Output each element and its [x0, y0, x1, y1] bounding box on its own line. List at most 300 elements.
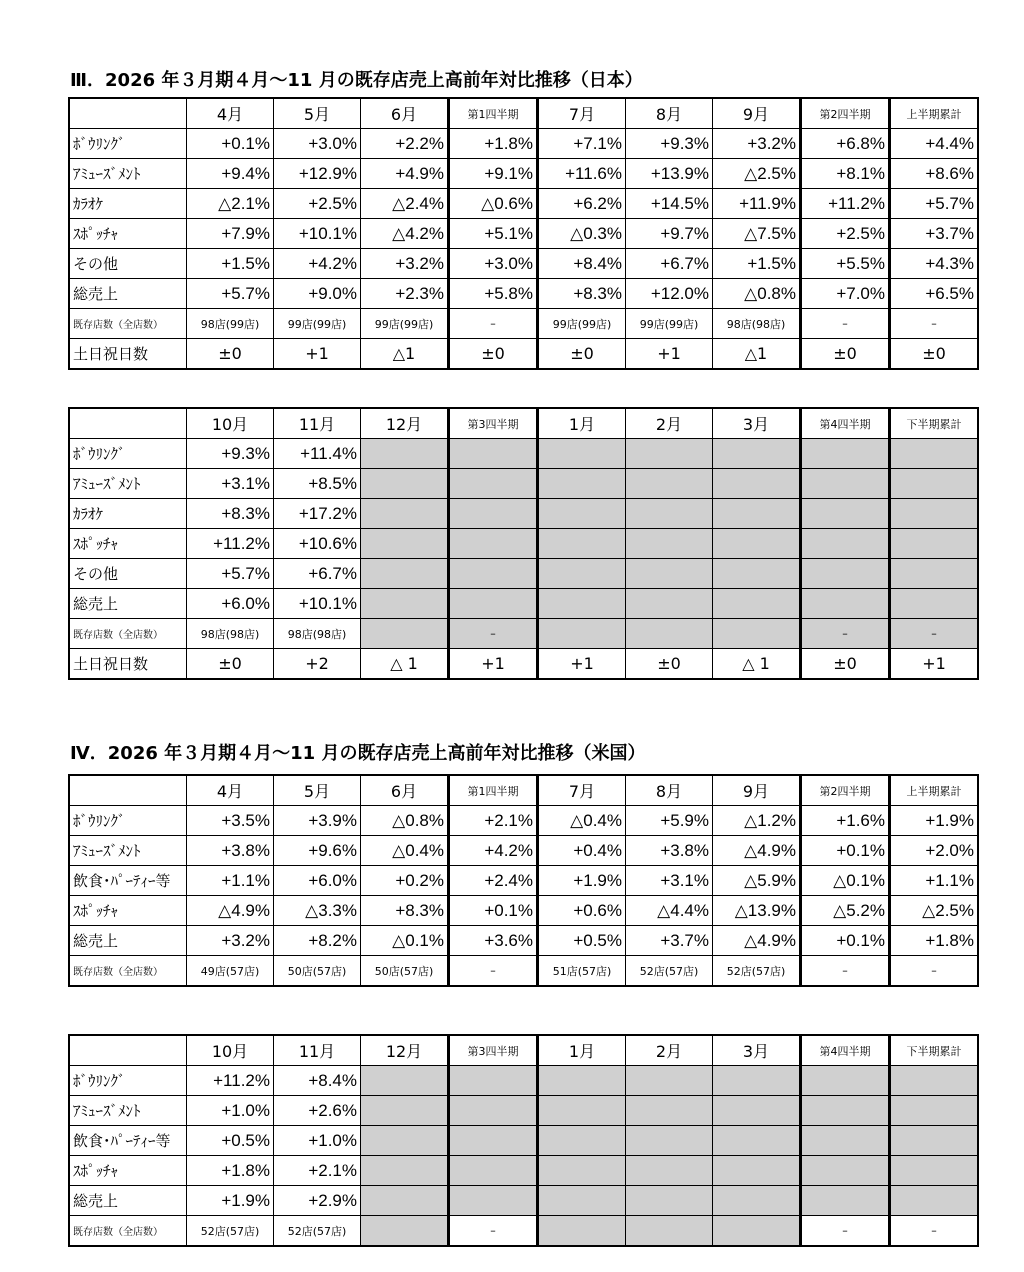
value-cell	[626, 1066, 713, 1096]
value-cell: +7.1%	[538, 129, 626, 159]
value-cell: +2.6%	[274, 1096, 361, 1126]
value-cell: △4.2%	[361, 219, 449, 249]
table-row	[69, 309, 978, 339]
value-cell	[449, 589, 538, 619]
table-row	[69, 806, 978, 836]
value-cell	[713, 559, 801, 589]
header-row	[69, 408, 978, 439]
value-cell: +3.0%	[449, 249, 538, 279]
value-cell	[449, 1096, 538, 1126]
value-cell: 99店(99店)	[538, 309, 626, 339]
value-cell: +8.6%	[890, 159, 979, 189]
value-cell: +7.9%	[187, 219, 274, 249]
value-cell	[449, 529, 538, 559]
value-cell	[626, 439, 713, 469]
header-row	[69, 775, 978, 806]
row-label: 飲食･ﾊﾟｰﾃｨｰ等	[69, 866, 187, 896]
value-cell: +5.7%	[187, 279, 274, 309]
corner-cell	[69, 1035, 187, 1066]
column-header: 11月	[274, 408, 361, 439]
column-header: 第2四半期	[801, 775, 890, 806]
row-label: ﾎﾞｳﾘﾝｸﾞ	[69, 806, 187, 836]
table-row	[69, 339, 978, 370]
row-label: 既存店数（全店数）	[69, 309, 187, 339]
value-cell: +2.9%	[274, 1186, 361, 1216]
value-cell	[890, 499, 979, 529]
value-cell: +8.4%	[538, 249, 626, 279]
value-cell	[713, 529, 801, 559]
value-cell: +6.2%	[538, 189, 626, 219]
value-cell	[713, 1066, 801, 1096]
column-header: 第1四半期	[449, 775, 538, 806]
value-cell: ±0	[801, 339, 890, 370]
value-cell	[626, 589, 713, 619]
value-cell: +5.9%	[626, 806, 713, 836]
value-cell	[890, 529, 979, 559]
us-h1-table	[68, 774, 979, 987]
value-cell: +3.1%	[626, 866, 713, 896]
value-cell: ±0	[187, 649, 274, 680]
value-cell: +6.8%	[801, 129, 890, 159]
value-cell	[449, 1186, 538, 1216]
value-cell: +2	[274, 649, 361, 680]
value-cell	[449, 499, 538, 529]
value-cell	[801, 439, 890, 469]
value-cell: +4.2%	[274, 249, 361, 279]
row-label: ｽﾎﾟｯﾁｬ	[69, 1156, 187, 1186]
table-row	[69, 1096, 978, 1126]
value-cell: +1.5%	[713, 249, 801, 279]
value-cell: +5.1%	[449, 219, 538, 249]
table-row	[69, 1126, 978, 1156]
table-row	[69, 836, 978, 866]
value-cell	[449, 1066, 538, 1096]
row-label: ｱﾐｭｰｽﾞﾒﾝﾄ	[69, 159, 187, 189]
column-header: 9月	[713, 98, 801, 129]
table-row	[69, 559, 978, 589]
column-header: 第3四半期	[449, 1035, 538, 1066]
value-cell: △0.6%	[449, 189, 538, 219]
value-cell: +1	[449, 649, 538, 680]
value-cell: 52店(57店)	[187, 1216, 274, 1247]
value-cell	[449, 559, 538, 589]
table-row	[69, 159, 978, 189]
value-cell: +8.2%	[274, 926, 361, 956]
table-row	[69, 1186, 978, 1216]
value-cell: 49店(57店)	[187, 956, 274, 987]
value-cell: △2.4%	[361, 189, 449, 219]
value-cell	[538, 1066, 626, 1096]
value-cell	[538, 619, 626, 649]
value-cell: –	[449, 956, 538, 987]
value-cell: +10.1%	[274, 589, 361, 619]
value-cell	[713, 499, 801, 529]
value-cell: +10.1%	[274, 219, 361, 249]
value-cell	[538, 1216, 626, 1247]
table-row	[69, 1066, 978, 1096]
value-cell	[361, 529, 449, 559]
value-cell	[361, 1216, 449, 1247]
value-cell	[890, 559, 979, 589]
column-header: 5月	[274, 98, 361, 129]
value-cell: +1	[538, 649, 626, 680]
row-label: ｽﾎﾟｯﾁｬ	[69, 219, 187, 249]
value-cell: +1	[626, 339, 713, 370]
row-label: 飲食･ﾊﾟｰﾃｨｰ等	[69, 1126, 187, 1156]
value-cell: +4.4%	[890, 129, 979, 159]
value-cell: +12.0%	[626, 279, 713, 309]
table-row	[69, 189, 978, 219]
value-cell	[890, 1066, 979, 1096]
table-row	[69, 589, 978, 619]
value-cell: +2.0%	[890, 836, 979, 866]
value-cell: +12.9%	[274, 159, 361, 189]
value-cell: +3.2%	[713, 129, 801, 159]
value-cell	[713, 1186, 801, 1216]
value-cell: △4.9%	[713, 926, 801, 956]
value-cell	[801, 1096, 890, 1126]
value-cell	[361, 619, 449, 649]
value-cell: △0.1%	[801, 866, 890, 896]
value-cell	[713, 439, 801, 469]
value-cell: +2.2%	[361, 129, 449, 159]
row-label: 総売上	[69, 926, 187, 956]
value-cell: +11.9%	[713, 189, 801, 219]
value-cell: +11.4%	[274, 439, 361, 469]
value-cell: –	[890, 1216, 979, 1247]
value-cell	[449, 439, 538, 469]
column-header: 6月	[361, 98, 449, 129]
value-cell	[713, 1216, 801, 1247]
column-header: 1月	[538, 408, 626, 439]
value-cell: +10.6%	[274, 529, 361, 559]
value-cell: +3.6%	[449, 926, 538, 956]
value-cell	[801, 469, 890, 499]
value-cell: +3.8%	[626, 836, 713, 866]
row-label: ｽﾎﾟｯﾁｬ	[69, 529, 187, 559]
value-cell: +1.6%	[801, 806, 890, 836]
value-cell: △2.1%	[187, 189, 274, 219]
table-row	[69, 1156, 978, 1186]
value-cell: +1.8%	[187, 1156, 274, 1186]
value-cell: +11.6%	[538, 159, 626, 189]
value-cell	[626, 1156, 713, 1186]
value-cell: △ 1	[361, 649, 449, 680]
value-cell: 99店(99店)	[626, 309, 713, 339]
row-label: 土日祝日数	[69, 339, 187, 370]
value-cell	[713, 1126, 801, 1156]
value-cell: △2.5%	[890, 896, 979, 926]
value-cell: +1	[890, 649, 979, 680]
value-cell: 99店(99店)	[361, 309, 449, 339]
value-cell: △2.5%	[713, 159, 801, 189]
value-cell: +14.5%	[626, 189, 713, 219]
value-cell: ±0	[449, 339, 538, 370]
table-row	[69, 896, 978, 926]
value-cell: +9.1%	[449, 159, 538, 189]
value-cell	[801, 1156, 890, 1186]
row-label: 総売上	[69, 279, 187, 309]
row-label: ｶﾗｵｹ	[69, 189, 187, 219]
japan-section-title: Ⅲ．2026 年３月期４月～11 月の既存店売上高前年対比推移（日本）	[70, 70, 643, 91]
table-row	[69, 249, 978, 279]
row-label: 既存店数（全店数）	[69, 619, 187, 649]
value-cell: △4.4%	[626, 896, 713, 926]
value-cell: +9.3%	[187, 439, 274, 469]
value-cell: △13.9%	[713, 896, 801, 926]
value-cell: +1.5%	[187, 249, 274, 279]
column-header: 第4四半期	[801, 408, 890, 439]
value-cell	[801, 559, 890, 589]
value-cell	[626, 559, 713, 589]
column-header: 第4四半期	[801, 1035, 890, 1066]
value-cell	[538, 499, 626, 529]
value-cell: –	[801, 619, 890, 649]
row-label: 総売上	[69, 1186, 187, 1216]
value-cell: ±0	[626, 649, 713, 680]
row-label: ﾎﾞｳﾘﾝｸﾞ	[69, 1066, 187, 1096]
column-header: 上半期累計	[890, 98, 979, 129]
value-cell: +8.3%	[187, 499, 274, 529]
value-cell: +8.3%	[361, 896, 449, 926]
value-cell: +3.2%	[187, 926, 274, 956]
column-header: 11月	[274, 1035, 361, 1066]
corner-cell	[69, 98, 187, 129]
value-cell: +2.1%	[449, 806, 538, 836]
value-cell	[361, 1066, 449, 1096]
value-cell	[449, 469, 538, 499]
value-cell: +0.4%	[538, 836, 626, 866]
value-cell: 51店(57店)	[538, 956, 626, 987]
value-cell	[361, 469, 449, 499]
row-label: ﾎﾞｳﾘﾝｸﾞ	[69, 129, 187, 159]
value-cell: +8.4%	[274, 1066, 361, 1096]
value-cell: +8.5%	[274, 469, 361, 499]
value-cell	[538, 1156, 626, 1186]
value-cell: +1.8%	[890, 926, 979, 956]
row-label: 総売上	[69, 589, 187, 619]
value-cell: +3.0%	[274, 129, 361, 159]
column-header: 12月	[361, 1035, 449, 1066]
column-header: 9月	[713, 775, 801, 806]
value-cell: +1.9%	[538, 866, 626, 896]
value-cell: △0.3%	[538, 219, 626, 249]
row-label: ｱﾐｭｰｽﾞﾒﾝﾄ	[69, 1096, 187, 1126]
value-cell: +1.0%	[274, 1126, 361, 1156]
value-cell: +0.2%	[361, 866, 449, 896]
value-cell	[713, 1096, 801, 1126]
value-cell: +1.1%	[890, 866, 979, 896]
value-cell	[626, 1186, 713, 1216]
column-header: 下半期累計	[890, 408, 979, 439]
value-cell: +4.2%	[449, 836, 538, 866]
row-label: ｽﾎﾟｯﾁｬ	[69, 896, 187, 926]
us-h2-table	[68, 1034, 979, 1247]
value-cell: –	[890, 619, 979, 649]
value-cell: ±0	[538, 339, 626, 370]
us-section-title: Ⅳ．2026 年３月期４月～11 月の既存店売上高前年対比推移（米国）	[70, 743, 646, 764]
table-row	[69, 499, 978, 529]
value-cell: 50店(57店)	[361, 956, 449, 987]
value-cell: 52店(57店)	[713, 956, 801, 987]
value-cell	[361, 499, 449, 529]
value-cell: +13.9%	[626, 159, 713, 189]
value-cell	[538, 589, 626, 619]
table-row	[69, 439, 978, 469]
column-header: 4月	[187, 775, 274, 806]
value-cell: +2.1%	[274, 1156, 361, 1186]
value-cell: ±0	[801, 649, 890, 680]
value-cell: +7.0%	[801, 279, 890, 309]
value-cell: +3.2%	[361, 249, 449, 279]
value-cell	[801, 1186, 890, 1216]
column-header: 上半期累計	[890, 775, 979, 806]
value-cell: +17.2%	[274, 499, 361, 529]
value-cell: +5.8%	[449, 279, 538, 309]
value-cell: 98店(99店)	[187, 309, 274, 339]
value-cell	[361, 1156, 449, 1186]
value-cell: △5.2%	[801, 896, 890, 926]
column-header: 第2四半期	[801, 98, 890, 129]
value-cell: –	[890, 309, 979, 339]
value-cell: +3.9%	[274, 806, 361, 836]
value-cell	[626, 1126, 713, 1156]
value-cell: +6.0%	[274, 866, 361, 896]
value-cell: △0.4%	[361, 836, 449, 866]
value-cell	[626, 499, 713, 529]
column-header: 3月	[713, 1035, 801, 1066]
value-cell: 52店(57店)	[274, 1216, 361, 1247]
value-cell: △ 1	[713, 649, 801, 680]
column-header: 8月	[626, 98, 713, 129]
value-cell: +9.3%	[626, 129, 713, 159]
value-cell: △0.4%	[538, 806, 626, 836]
column-header: 3月	[713, 408, 801, 439]
value-cell	[626, 529, 713, 559]
value-cell: ±0	[187, 339, 274, 370]
value-cell: +4.3%	[890, 249, 979, 279]
value-cell: +3.1%	[187, 469, 274, 499]
column-header: 8月	[626, 775, 713, 806]
value-cell	[626, 469, 713, 499]
column-header: 第3四半期	[449, 408, 538, 439]
value-cell: +11.2%	[187, 529, 274, 559]
column-header: 12月	[361, 408, 449, 439]
header-row	[69, 1035, 978, 1066]
value-cell: +6.7%	[274, 559, 361, 589]
column-header: 2月	[626, 1035, 713, 1066]
corner-cell	[69, 775, 187, 806]
value-cell: 98店(98店)	[713, 309, 801, 339]
column-header: 6月	[361, 775, 449, 806]
value-cell	[626, 1096, 713, 1126]
table-row	[69, 866, 978, 896]
value-cell	[538, 529, 626, 559]
value-cell: 99店(99店)	[274, 309, 361, 339]
value-cell: △3.3%	[274, 896, 361, 926]
value-cell	[801, 529, 890, 559]
value-cell: +5.7%	[890, 189, 979, 219]
value-cell: +3.7%	[890, 219, 979, 249]
value-cell	[890, 469, 979, 499]
value-cell: –	[801, 309, 890, 339]
column-header: 10月	[187, 1035, 274, 1066]
column-header: 第1四半期	[449, 98, 538, 129]
row-label: 土日祝日数	[69, 649, 187, 680]
value-cell: +1.8%	[449, 129, 538, 159]
value-cell	[713, 589, 801, 619]
value-cell	[890, 439, 979, 469]
value-cell	[538, 1096, 626, 1126]
value-cell	[538, 1126, 626, 1156]
row-label: ｶﾗｵｹ	[69, 499, 187, 529]
column-header: 5月	[274, 775, 361, 806]
value-cell: +5.5%	[801, 249, 890, 279]
value-cell: +6.0%	[187, 589, 274, 619]
value-cell: △1.2%	[713, 806, 801, 836]
value-cell: ±0	[890, 339, 979, 370]
column-header: 4月	[187, 98, 274, 129]
table-row	[69, 649, 978, 680]
value-cell: +0.1%	[801, 836, 890, 866]
value-cell	[538, 559, 626, 589]
corner-cell	[69, 408, 187, 439]
table-row	[69, 619, 978, 649]
value-cell	[801, 499, 890, 529]
value-cell: +0.5%	[187, 1126, 274, 1156]
value-cell: +1	[274, 339, 361, 370]
table-row	[69, 529, 978, 559]
value-cell: +3.8%	[187, 836, 274, 866]
value-cell: +2.5%	[274, 189, 361, 219]
value-cell: +1.0%	[187, 1096, 274, 1126]
header-row	[69, 98, 978, 129]
value-cell: –	[801, 1216, 890, 1247]
value-cell: +8.1%	[801, 159, 890, 189]
value-cell: 98店(98店)	[187, 619, 274, 649]
value-cell: +0.1%	[187, 129, 274, 159]
value-cell: △1	[361, 339, 449, 370]
row-label: その他	[69, 249, 187, 279]
value-cell	[361, 1126, 449, 1156]
value-cell: △0.8%	[361, 806, 449, 836]
value-cell	[626, 619, 713, 649]
value-cell: +0.6%	[538, 896, 626, 926]
table-row	[69, 1216, 978, 1247]
value-cell: △5.9%	[713, 866, 801, 896]
value-cell: +8.3%	[538, 279, 626, 309]
value-cell: –	[449, 309, 538, 339]
value-cell: △7.5%	[713, 219, 801, 249]
value-cell: +3.7%	[626, 926, 713, 956]
value-cell	[890, 1126, 979, 1156]
value-cell	[801, 589, 890, 619]
value-cell: +9.4%	[187, 159, 274, 189]
row-label: ﾎﾞｳﾘﾝｸﾞ	[69, 439, 187, 469]
value-cell: △4.9%	[187, 896, 274, 926]
column-header: 1月	[538, 1035, 626, 1066]
value-cell: 98店(98店)	[274, 619, 361, 649]
value-cell: △0.1%	[361, 926, 449, 956]
value-cell: +9.0%	[274, 279, 361, 309]
value-cell	[801, 1066, 890, 1096]
table-row	[69, 469, 978, 499]
value-cell: +1.9%	[890, 806, 979, 836]
value-cell	[801, 1126, 890, 1156]
value-cell: +1.1%	[187, 866, 274, 896]
value-cell: +2.4%	[449, 866, 538, 896]
row-label: 既存店数（全店数）	[69, 956, 187, 987]
